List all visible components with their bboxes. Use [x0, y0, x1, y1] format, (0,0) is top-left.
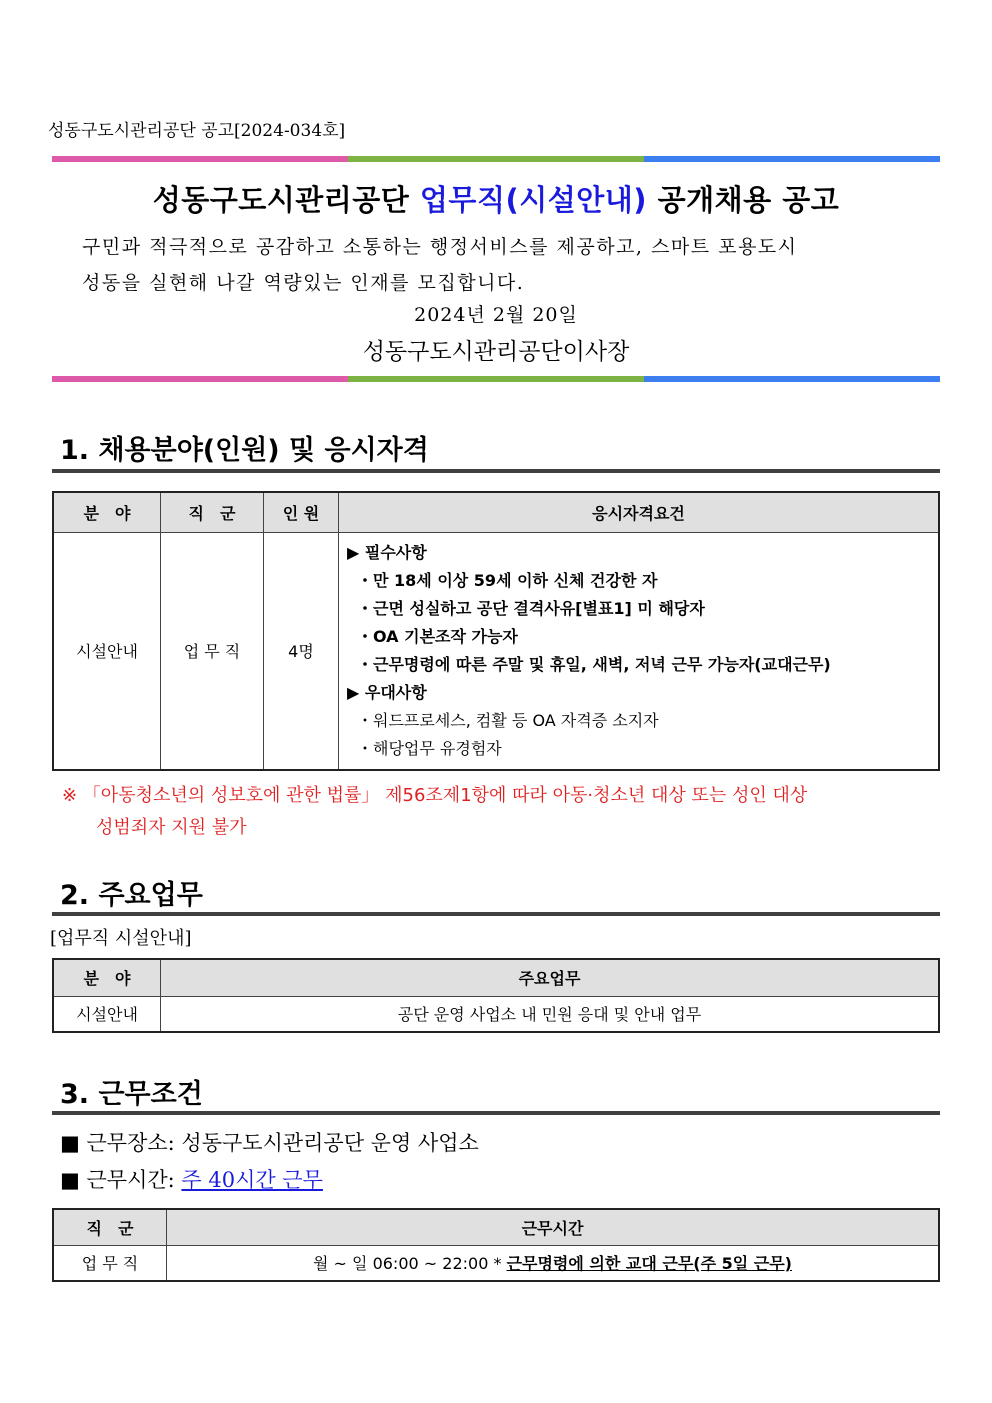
title-post: 공개채용 공고 [647, 183, 840, 217]
duty-table [52, 958, 940, 1033]
work-place [60, 1127, 479, 1157]
cell-field: 시설안내 [53, 996, 161, 1032]
section2-subheading: [업무직 시설안내] [50, 928, 192, 949]
cell-hours [167, 1245, 940, 1281]
required-item: ・근면 성실하고 공단 결격사유[별표1] 미 해당자 [357, 598, 705, 618]
required-title: ▶ 필수사항 [347, 542, 427, 562]
legal-note [62, 780, 934, 844]
work-hours-value: 주 40시간 근무 [181, 1168, 323, 1192]
cell-field: 시설안내 [53, 532, 161, 770]
page-title [52, 178, 940, 219]
header-field: 분 야 [53, 959, 161, 996]
signer: 성동구도시관리공단이사장 [362, 339, 630, 365]
work-place-label: ■ 근무장소: [60, 1131, 182, 1155]
section2-title: 2. 주요업무 [60, 880, 203, 911]
header-requirements: 응시자격요건 [339, 492, 940, 532]
recruitment-table [52, 491, 940, 771]
required-item: ・만 18세 이상 59세 이하 신체 건강한 자 [357, 570, 658, 590]
title-accent: 업무직(시설안내) [419, 183, 648, 217]
required-item: ・근무명령에 따른 주말 및 휴일, 새벽, 저녁 근무 가능자(교대근무) [357, 654, 831, 674]
notice-date: 2024년 2월 20일 [414, 304, 578, 326]
cell-group: 업 무 직 [53, 1245, 167, 1281]
cell-duty: 공단 운영 사업소 내 민원 응대 및 안내 업무 [161, 996, 940, 1032]
cell-count: 4명 [264, 532, 339, 770]
preferred-item: ・워드프로세스, 컴활 등 OA 자격증 소지자 [357, 710, 659, 730]
section1-title: 1. 채용분야(인원) 및 응시자격 [60, 435, 429, 466]
header-group: 직 군 [53, 1209, 167, 1245]
title-pre: 성동구도시관리공단 [152, 183, 420, 217]
section3-title: 3. 근무조건 [60, 1079, 203, 1110]
header-field: 분 야 [53, 492, 161, 532]
section3-rule [52, 1111, 940, 1115]
header-group: 직 군 [161, 492, 264, 532]
legal-note-line-1: ※ 「아동청소년의 성보호에 관한 법률」 제56조제1항에 따라 아동·청소년 대상 또는 성인 대상 [62, 785, 808, 806]
tricolor-rule-bottom [52, 376, 940, 382]
work-place-value: 성동구도시관리공단 운영 사업소 [181, 1131, 479, 1155]
tricolor-rule-top [52, 156, 940, 162]
header-duty: 주요업무 [161, 959, 940, 996]
intro-line-2: 성동을 실현해 나갈 역량있는 인재를 모집합니다. [82, 272, 525, 294]
hours-plain: 월 ~ 일 06:00 ~ 22:00 * [313, 1254, 507, 1274]
cell-requirements [339, 532, 940, 770]
required-item: ・OA 기본조작 가능자 [357, 626, 518, 646]
legal-note-line-2: 성범죄자 지원 불가 [96, 817, 247, 838]
section2-rule [52, 912, 940, 916]
cell-group: 업 무 직 [161, 532, 264, 770]
header-hours: 근무시간 [167, 1209, 940, 1245]
intro-text [82, 229, 922, 301]
preferred-item: ・해당업무 유경험자 [357, 738, 502, 758]
intro-line-1: 구민과 적극적으로 공감하고 소통하는 행정서비스를 제공하고, 스마트 포용도시 [82, 236, 798, 258]
header-count: 인 원 [264, 492, 339, 532]
work-hours-label: ■ 근무시간: [60, 1168, 182, 1192]
hours-bold: 근무명령에 의한 교대 근무(주 5일 근무) [506, 1254, 792, 1274]
work-hours [60, 1164, 323, 1194]
notice-number: 성동구도시관리공단 공고[2024-034호] [48, 121, 346, 141]
preferred-title: ▶ 우대사항 [347, 682, 427, 702]
section1-rule [52, 469, 940, 473]
hours-table [52, 1208, 940, 1282]
